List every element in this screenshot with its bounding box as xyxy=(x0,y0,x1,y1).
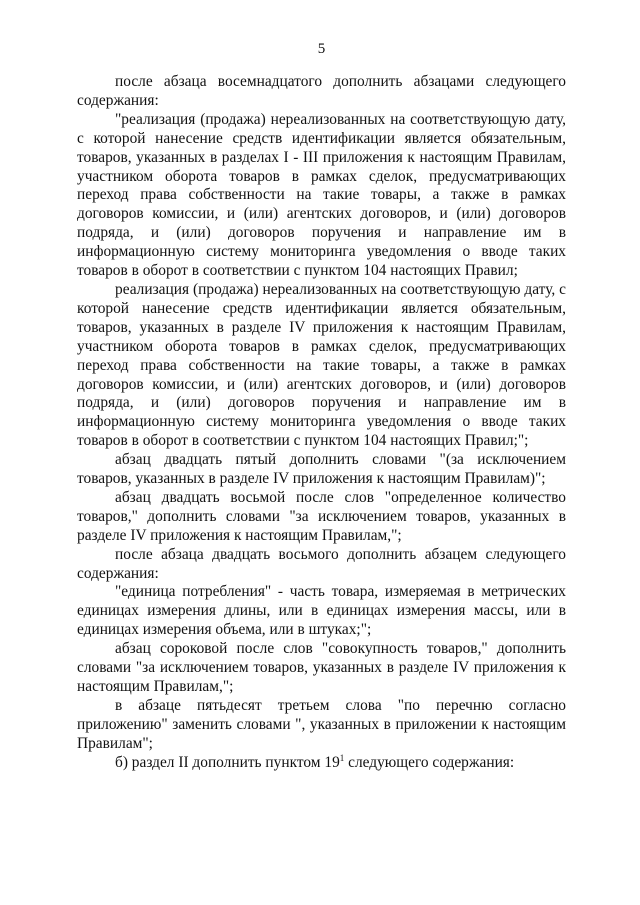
paragraph-section-ii xyxy=(77,754,566,773)
paragraph: в абзаце пятьдесят третьем слова "по перечню согласно приложению" заменить словами ", указанных в приложении к настоящим Правилам"; xyxy=(77,696,566,752)
paragraph: реализация (продажа) нереализованных на соответствующую дату, с которой нанесение средств идентификации является обязательным, товаров, указанных в разделе IV приложения к настоящим Правилам, участником оборота товаров в рамках сделок, предусматривающих переход права собственности на такие товары, а также в рамках договоров комиссии, и (или) агентских договоров, и (или) договоров подряда, и (или) договоров поручения и направление им в информационную систему мониторинга уведомления о вводе таких товаров в оборот в соответствии с пунктом 104 настоящих Правил;"; xyxy=(77,280,566,450)
page-number: 5 xyxy=(317,41,326,57)
paragraph: абзац сороковой после слов "совокупность товаров," дополнить словами "за исключением товаров, указанных в разделе IV приложения к настоящим Правилам,"; xyxy=(77,640,566,695)
paragraph: абзац двадцать пятый дополнить словами "(за исключением товаров, указанных в разделе IV приложения к настоящим Правилам)"; xyxy=(77,451,566,488)
paragraph: после абзаца двадцать восьмого дополнить абзацем следующего содержания: xyxy=(77,545,566,582)
superscript-index: 1 xyxy=(339,752,345,763)
paragraph: "реализация (продажа) нереализованных на соответствующую дату, с которой нанесение средств идентификации является обязательным, товаров, указанных в разделах I - III приложения к настоящим Правилам, участником оборота товаров в рамках сделок, предусматривающих переход права собственности на такие товары, а также в рамках договоров комиссии, и (или) агентских договоров, и (или) договоров подряда, и (или) договоров поручения и направление им в информационную систему мониторинга уведомления о вводе таких товаров в оборот в соответствии с пунктом 104 настоящих Правил; xyxy=(77,110,566,280)
paragraph: после абзаца восемнадцатого дополнить абзацами следующего содержания: xyxy=(77,73,566,109)
paragraph: "единица потребления" - часть товара, измеряемая в метрических единицах измерения длины, или в единицах измерения массы, или в единицах измерения объема, или в штуках;"; xyxy=(77,583,566,639)
paragraph-text-after: следующего содержания: xyxy=(344,753,515,771)
paragraph-text-before: б) раздел II дополнить пунктом 19 xyxy=(115,753,340,771)
document-body xyxy=(77,73,566,773)
paragraph: абзац двадцать восьмой после слов "определенное количество товаров," дополнить словами "за исключением товаров, указанных в разделе IV приложения к настоящим Правилам,"; xyxy=(77,488,566,544)
